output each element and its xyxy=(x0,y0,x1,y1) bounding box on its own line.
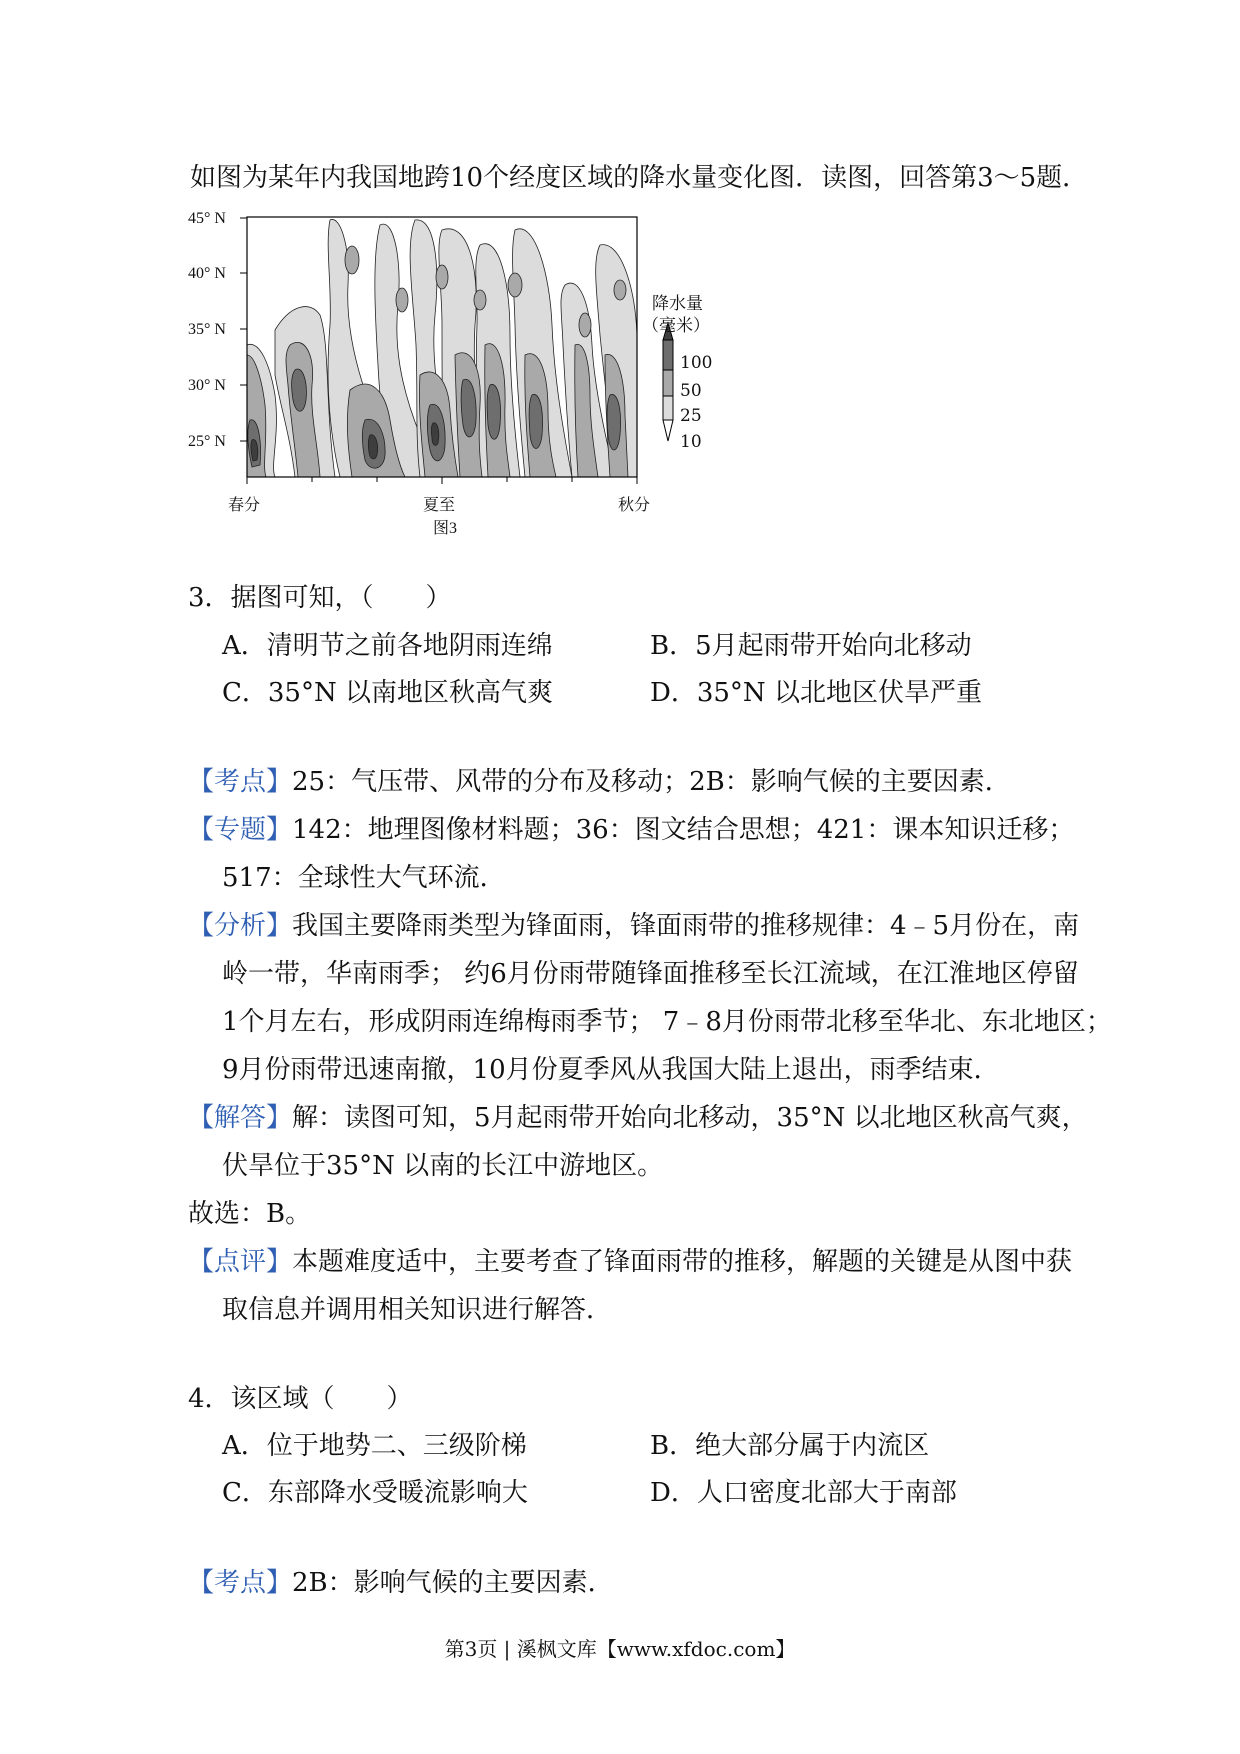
q3-option-c: C．35°N 以南地区秋高气爽 xyxy=(222,678,553,708)
q3-option-d: D．35°N 以北地区伏旱严重 xyxy=(650,678,982,708)
fenxi-tag: 【分析】 xyxy=(188,911,293,941)
jieda-text-1: 解：读图可知，5月起雨带开始向北移动，35°N 以北地区秋高气爽， xyxy=(292,1103,1088,1133)
q3-kaodian xyxy=(188,766,1011,798)
legend-value-10: 10 xyxy=(680,432,702,452)
zhuanti-text-1: 142：地理图像材料题；36：图文结合思想；421：课本知识迁移； xyxy=(292,815,1075,845)
jieda-tag: 【解答】 xyxy=(188,1103,293,1133)
legend-value-100: 100 xyxy=(680,353,713,373)
dianping-tag: 【点评】 xyxy=(188,1247,293,1277)
q3-dianping xyxy=(188,1246,1072,1278)
dianping-text-1: 本题难度适中，主要考查了锋面雨带的推移，解题的关键是从图中获 xyxy=(292,1247,1073,1277)
q3-option-a: A．清明节之前各地阴雨连绵 xyxy=(222,631,553,661)
q3-option-b: B．5月起雨带开始向北移动 xyxy=(650,631,972,661)
fenxi-text-1: 我国主要降雨类型为锋面雨，锋面雨带的推移规律：4﹣5月份在，南 xyxy=(292,911,1080,941)
q3-fenxi xyxy=(188,910,1079,942)
q3-jieda xyxy=(188,1102,1088,1134)
q4-stem: 4．该区域（ ） xyxy=(188,1384,413,1414)
figure-caption: 图3 xyxy=(433,520,458,537)
x-tick-chunfen: 春分 xyxy=(228,497,261,514)
contour-plot xyxy=(180,205,740,545)
y-tick-30: 30° N xyxy=(188,377,226,394)
zhuanti-tag: 【专题】 xyxy=(188,815,293,845)
legend-title: 降水量 xyxy=(652,294,703,314)
q4-kaodian xyxy=(188,1567,614,1599)
kaodian-tag: 【考点】 xyxy=(188,767,293,797)
q4-kaodian-tag: 【考点】 xyxy=(188,1568,293,1598)
q3-zhuanti xyxy=(188,814,1074,846)
dianping-text-2: 取信息并调用相关知识进行解答． xyxy=(222,1295,613,1325)
q4-option-d: D．人口密度北部大于南部 xyxy=(650,1478,957,1508)
y-tick-35: 35° N xyxy=(188,321,226,338)
zhuanti-text-2: 517：全球性大气环流． xyxy=(222,863,506,893)
kaodian-text: 25：气压带、风带的分布及移动；2B：影响气候的主要因素． xyxy=(292,767,1011,797)
fenxi-text-3: 1个月左右，形成阴雨连绵梅雨季节； 7﹣8月份雨带北移至华北、东北地区； xyxy=(222,1007,1112,1037)
q4-option-b: B．绝大部分属于内流区 xyxy=(650,1431,930,1461)
precipitation-figure xyxy=(180,205,740,545)
y-tick-25: 25° N xyxy=(188,433,226,450)
q3-answer: 故选：B。 xyxy=(188,1199,312,1229)
legend-value-50: 50 xyxy=(680,381,702,401)
jieda-text-2: 伏旱位于35°N 以南的长江中游地区。 xyxy=(222,1151,664,1181)
q4-option-a: A．位于地势二、三级阶梯 xyxy=(222,1431,527,1461)
y-tick-45: 45° N xyxy=(188,210,226,227)
q3-stem: 3．据图可知，（ ） xyxy=(188,583,452,613)
y-tick-40: 40° N xyxy=(188,265,226,282)
intro-text: 如图为某年内我国地跨10个经度区域的降水量变化图．读图，回答第3～5题． xyxy=(190,163,1089,193)
fenxi-text-4: 9月份雨带迅速南撤，10月份夏季风从我国大陆上退出，雨季结束． xyxy=(222,1055,1000,1085)
x-tick-qiufen: 秋分 xyxy=(618,497,651,514)
q4-kaodian-text: 2B：影响气候的主要因素． xyxy=(292,1568,614,1598)
x-tick-xiazhi: 夏至 xyxy=(423,497,456,514)
q4-option-c: C．东部降水受暖流影响大 xyxy=(222,1478,528,1508)
page-footer: 第3页 | 溪枫文库【www.xfdoc.com】 xyxy=(444,1637,796,1661)
legend-unit: （毫米） xyxy=(642,316,710,336)
legend-value-25: 25 xyxy=(680,406,702,426)
fenxi-text-2: 岭一带，华南雨季； 约6月份雨带随锋面推移至长江流域，在江淮地区停留 xyxy=(222,959,1079,989)
